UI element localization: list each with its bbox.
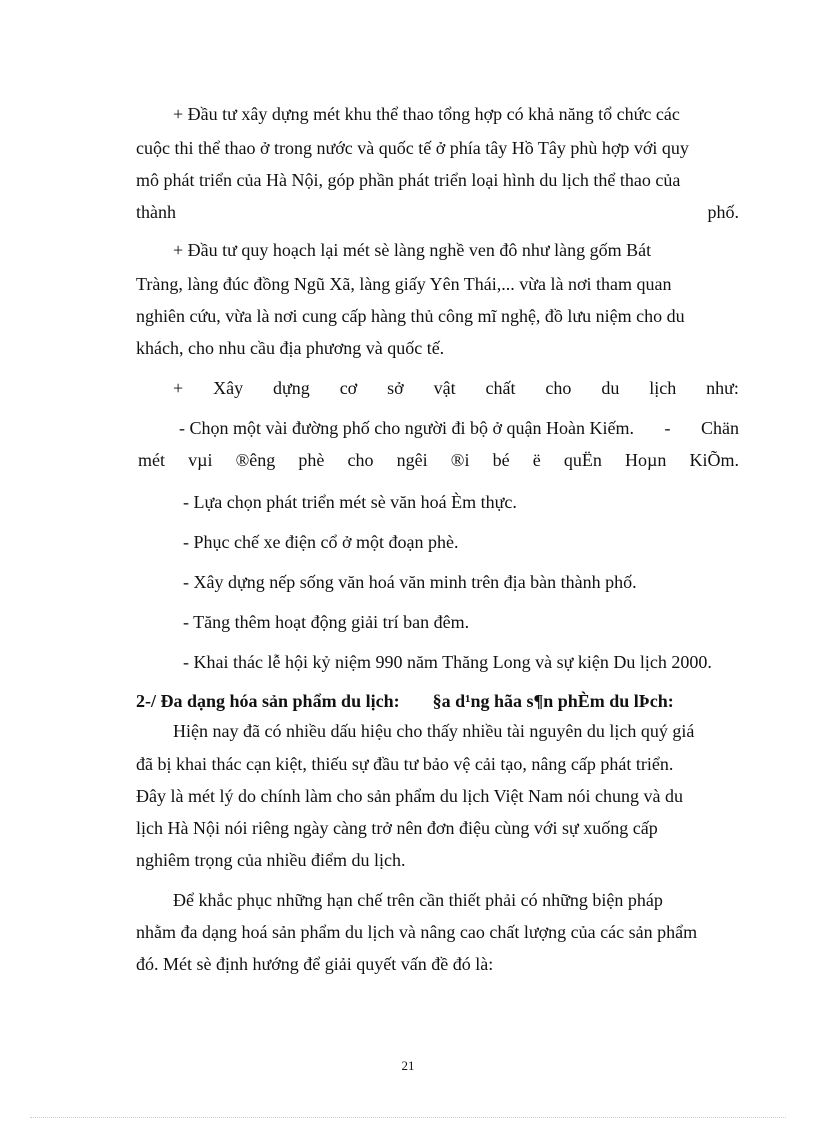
- text-run: chất: [485, 378, 516, 398]
- paragraph-line: [136, 448, 739, 472]
- text-run: ®i: [450, 450, 470, 470]
- paragraph-line: [136, 416, 739, 440]
- text-run: Xây: [213, 378, 244, 398]
- paragraph-line: [136, 376, 739, 400]
- paragraph-line: Đây là mét lý do chính làm cho sản phẩm du lịch Việt Nam nói chung và du: [136, 786, 683, 806]
- text-run: cho: [545, 378, 572, 398]
- text-run: bé: [492, 450, 510, 470]
- text-run: sở: [387, 378, 404, 398]
- text-run: ®êng: [235, 450, 276, 470]
- page-number: 21: [401, 1058, 415, 1073]
- text-run: vµi: [188, 450, 213, 470]
- paragraph-line: Hiện nay đã có nhiều dấu hiệu cho thấy nhiều tài nguyên du lịch quý giá: [173, 721, 695, 741]
- bullet-item: - Lựa chọn phát triển mét sè văn hoá Èm thực.: [183, 492, 517, 512]
- text-run: Chän: [701, 418, 739, 438]
- bullet-item: - Xây dựng nếp sống văn hoá văn minh trên địa bàn thành phố.: [183, 572, 637, 592]
- paragraph-line: mô phát triển của Hà Nội, góp phần phát triển loại hình du lịch thể thao của: [136, 170, 681, 190]
- text-run: KiÕm.: [689, 450, 739, 470]
- paragraph-line: [136, 102, 739, 126]
- paragraph-line: đó. Mét sè định hướng để giải quyết vấn đề đó là:: [136, 954, 494, 974]
- text-run: quËn: [563, 450, 602, 470]
- paragraph-line: cuộc thi thể thao ở trong nước và quốc tế ở phía tây Hồ Tây phù hợp với quy: [136, 138, 689, 158]
- text-run: Hoµn: [624, 450, 667, 470]
- text-run: như:: [706, 378, 739, 398]
- text-run: - Chọn một vài đường phố cho người đi bộ ở quận Hoàn Kiếm.: [179, 418, 635, 438]
- text-run: ë: [532, 450, 541, 470]
- paragraph-line: Tràng, làng đúc đồng Ngũ Xã, làng giấy Yên Thái,... vừa là nơi tham quan: [136, 274, 672, 294]
- footer-divider: [30, 1117, 786, 1118]
- paragraph-line: [136, 200, 739, 224]
- text-run: +: [173, 378, 184, 398]
- section-heading: [136, 689, 739, 713]
- paragraph-line: Để khắc phục những hạn chế trên cần thiết phải có những biện pháp: [173, 890, 663, 910]
- text-run: -: [664, 418, 671, 438]
- paragraph-line: nghiên cứu, vừa là nơi cung cấp hàng thủ công mĩ nghệ, đồ lưu niệm cho du: [136, 306, 685, 326]
- text-run: phè: [298, 450, 325, 470]
- paragraph-line: khách, cho nhu cầu địa phương và quốc tế.: [136, 338, 445, 358]
- text-run: dựng: [273, 378, 310, 398]
- text-run: thành: [136, 202, 176, 222]
- text-run: phố.: [707, 202, 739, 222]
- text-run: cho: [347, 450, 374, 470]
- paragraph-line: đã bị khai thác cạn kiệt, thiếu sự đầu tư bảo vệ cải tạo, nâng cấp phát triển.: [136, 754, 674, 774]
- text-run: du: [601, 378, 620, 398]
- bullet-item: - Khai thác lễ hội kỷ niệm 990 năm Thăng Long và sự kiện Du lịch 2000.: [183, 652, 712, 672]
- text-run: mét: [138, 450, 165, 470]
- text-run: lịch: [649, 378, 677, 398]
- paragraph-line: + Đầu tư quy hoạch lại mét sè làng nghề ven đô như làng gốm Bát: [173, 240, 652, 260]
- bullet-item: - Phục chế xe điện cổ ở một đoạn phè.: [183, 532, 459, 552]
- text-run: cơ: [339, 378, 358, 398]
- heading-text: 2-/ Đa dạng hóa sản phẩm du lịch:: [136, 691, 400, 711]
- text-run: + Đầu tư xây dựng mét khu thể thao tổng hợp có khả năng tổ chức các: [173, 104, 680, 124]
- text-run: ngêi: [396, 450, 428, 470]
- paragraph-line: lịch Hà Nội nói riêng ngày càng trở nên đơn điệu cùng với sự xuống cấp: [136, 818, 658, 838]
- heading-text-legacy-encoding: §a d¹ng hãa s¶n phÈm du lÞch:: [432, 691, 674, 711]
- paragraph-line: nghiêm trọng của nhiều điểm du lịch.: [136, 850, 406, 870]
- text-run: vật: [433, 378, 456, 398]
- paragraph-line: nhằm đa dạng hoá sản phẩm du lịch và nâng cao chất lượng của các sản phẩm: [136, 922, 698, 942]
- bullet-item: - Tăng thêm hoạt động giải trí ban đêm.: [183, 612, 470, 632]
